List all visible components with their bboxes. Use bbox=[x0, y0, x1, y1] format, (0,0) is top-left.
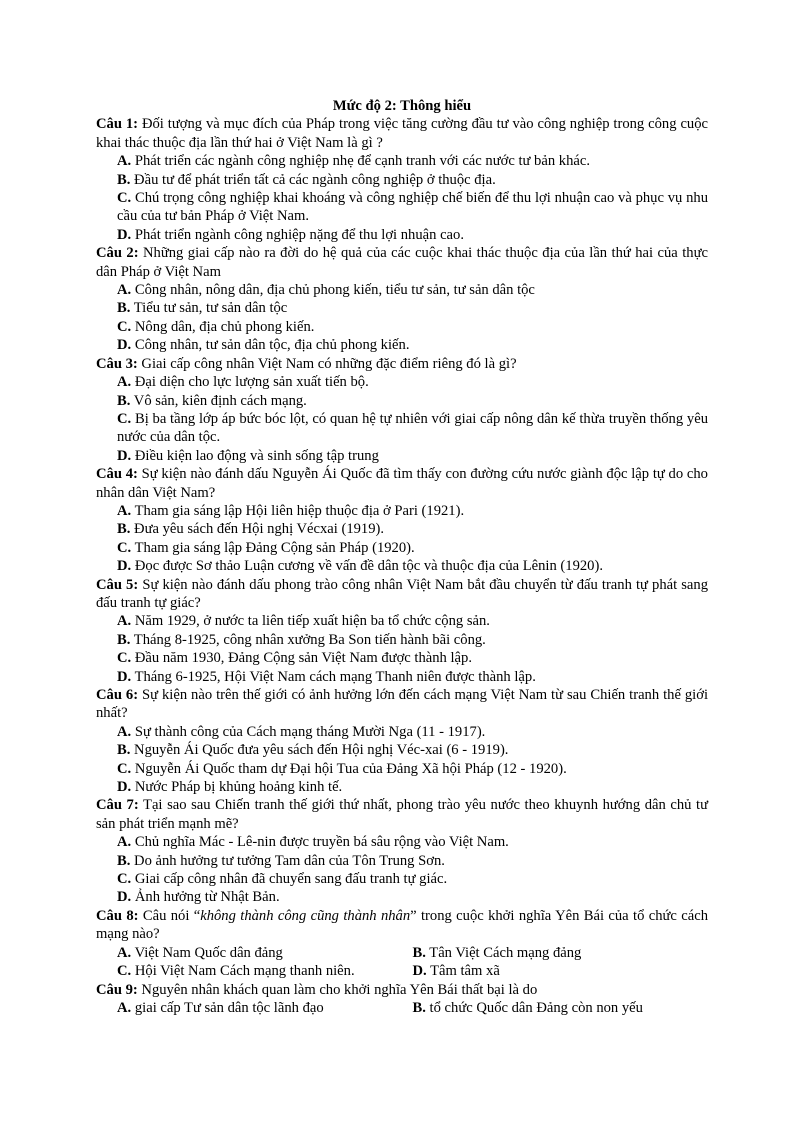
option-key: B. bbox=[117, 742, 131, 759]
option-b bbox=[96, 171, 708, 189]
option-key: D. bbox=[117, 779, 132, 796]
option-text: Phát triển các ngành công nghiệp nhẹ để cạnh tranh với các nước tư bản khác. bbox=[134, 153, 590, 170]
option-text: Công nhân, nông dân, địa chủ phong kiến, tiểu tư sản, tư sản dân tộc bbox=[134, 282, 535, 299]
question-1 bbox=[96, 115, 708, 152]
option-b: B. Tân Việt Cách mạng đảng bbox=[412, 944, 582, 961]
question-label: Câu 9: bbox=[96, 981, 138, 998]
question-text: Những giai cấp nào ra đời do hệ quả của các cuộc khai thác thuộc địa của lần thứ hai của thực dân Pháp ở Việt Nam bbox=[96, 245, 708, 280]
option-text: Đưa yêu sách đến Hội nghị Vécxai (1919). bbox=[134, 521, 385, 538]
option-text: Bị ba tầng lớp áp bức bóc lột, có quan hệ tự nhiên với giai cấp nông dân kế thừa truyền thống yêu nước của dân tộc. bbox=[117, 410, 708, 446]
option-d bbox=[96, 668, 708, 686]
option-key: D. bbox=[117, 668, 132, 685]
option-text: Nông dân, địa chủ phong kiến. bbox=[134, 318, 315, 335]
option-key: C. bbox=[117, 190, 132, 207]
question-5 bbox=[96, 576, 708, 613]
question-3 bbox=[96, 355, 708, 373]
option-c bbox=[96, 318, 708, 336]
option-text: Đầu năm 1930, Đảng Cộng sản Việt Nam được thành lập. bbox=[134, 650, 472, 667]
option-text: Chú trọng công nghiệp khai khoáng và công nghiệp chế biến để thu lợi nhuận cao và phục vụ nhu cầu của tư bản Pháp ở Việt Nam. bbox=[117, 190, 708, 225]
question-label: Câu 1: bbox=[96, 116, 139, 133]
option-row bbox=[96, 962, 708, 980]
option-text: Do ảnh hưởng tư tưởng Tam dân của Tôn Trung Sơn. bbox=[134, 852, 445, 869]
question-label: Câu 3: bbox=[96, 355, 138, 372]
option-b bbox=[96, 631, 708, 649]
question-text: Sự kiện nào đánh dấu Nguyễn Ái Quốc đã tìm thấy con đường cứu nước giành độc lập tự do cho nhân dân Việt Nam? bbox=[96, 466, 708, 501]
option-a bbox=[96, 612, 708, 630]
option-key: A. bbox=[117, 153, 132, 170]
option-key: A. bbox=[117, 834, 132, 851]
option-d bbox=[96, 778, 708, 796]
option-key: C. bbox=[117, 318, 132, 335]
option-key: B. bbox=[117, 171, 131, 188]
option-key: B. bbox=[117, 631, 131, 648]
question-6 bbox=[96, 686, 708, 723]
document-page bbox=[96, 97, 708, 1017]
option-key: D. bbox=[117, 558, 132, 575]
option-d bbox=[96, 336, 708, 354]
option-key: D. bbox=[117, 447, 132, 464]
option-text: Nước Pháp bị khủng hoảng kinh tế. bbox=[134, 779, 343, 796]
question-text: Tại sao sau Chiến tranh thế giới thứ nhất, phong trào yêu nước theo khuynh hướng dân chủ tư sản phát triển mạnh mẽ? bbox=[96, 797, 708, 832]
option-key: A. bbox=[117, 282, 132, 299]
option-a bbox=[96, 833, 708, 851]
option-a bbox=[96, 152, 708, 170]
option-row bbox=[96, 999, 708, 1017]
option-text: Tham gia sáng lập Đảng Cộng sản Pháp (1920). bbox=[134, 539, 415, 556]
option-b bbox=[96, 520, 708, 538]
option-text: Ảnh hưởng từ Nhật Bản. bbox=[134, 889, 280, 906]
question-label: Câu 5: bbox=[96, 576, 139, 593]
option-key: A. bbox=[117, 723, 132, 740]
question-label: Câu 4: bbox=[96, 466, 138, 483]
option-key: B. bbox=[117, 392, 131, 409]
question-quote: không thành công cũng thành nhân bbox=[200, 907, 411, 924]
question-text-before: Câu nói “ bbox=[142, 907, 201, 924]
option-text: Chủ nghĩa Mác - Lê-nin được truyền bá sâu rộng vào Việt Nam. bbox=[134, 834, 509, 851]
option-text: Đầu tư để phát triển tất cả các ngành công nghiệp ở thuộc địa. bbox=[134, 171, 496, 188]
option-key: A. bbox=[117, 374, 132, 391]
option-a: A. giai cấp Tư sản dân tộc lãnh đạo bbox=[117, 999, 324, 1016]
option-key: D. bbox=[117, 889, 132, 906]
option-c bbox=[96, 189, 708, 226]
option-key: B. bbox=[117, 521, 131, 538]
option-text: Vô sản, kiên định cách mạng. bbox=[133, 392, 307, 409]
option-text: Tháng 6-1925, Hội Việt Nam cách mạng Thanh niên được thành lập. bbox=[134, 668, 536, 685]
option-text: Công nhân, tư sản dân tộc, địa chủ phong kiến. bbox=[134, 337, 410, 354]
question-list bbox=[96, 115, 708, 906]
option-d: D. Tâm tâm xã bbox=[412, 963, 500, 980]
option-a bbox=[96, 502, 708, 520]
question-text: Đối tượng và mục đích của Pháp trong việc tăng cường đầu tư vào công nghiệp trong công cuộc khai thác thuộc địa lần thứ hai ở Việt Nam là gì ? bbox=[96, 116, 708, 151]
option-text: Nguyễn Ái Quốc tham dự Đại hội Tua của Đảng Xã hội Pháp (12 - 1920). bbox=[134, 760, 567, 777]
option-text: Sự thành công của Cách mạng tháng Mười Nga (11 - 1917). bbox=[134, 723, 486, 740]
option-key: C. bbox=[117, 650, 132, 667]
option-row bbox=[96, 944, 708, 962]
option-text: Đọc được Sơ thảo Luận cương về vấn đề dân tộc và thuộc địa của Lênin (1920). bbox=[134, 558, 603, 575]
option-c bbox=[96, 410, 708, 447]
question-7 bbox=[96, 796, 708, 833]
option-d bbox=[96, 888, 708, 906]
option-text: Năm 1929, ở nước ta liên tiếp xuất hiện ba tổ chức cộng sản. bbox=[134, 613, 490, 630]
option-text: Đại diện cho lực lượng sản xuất tiến bộ. bbox=[134, 374, 369, 391]
option-b: B. tổ chức Quốc dân Đảng còn non yếu bbox=[412, 999, 643, 1016]
question-9 bbox=[96, 981, 708, 999]
option-key: C. bbox=[117, 871, 132, 888]
question-text-after: ” trong cuộc khởi nghĩa Yên Bái của tổ chức cách mạng nào? bbox=[96, 907, 708, 943]
option-text: Nguyễn Ái Quốc đưa yêu sách đến Hội nghị Véc-xai (6 - 1919). bbox=[134, 742, 509, 759]
option-c: C. Hội Việt Nam Cách mạng thanh niên. bbox=[117, 963, 355, 980]
option-key: C. bbox=[117, 539, 132, 556]
option-a bbox=[96, 281, 708, 299]
option-key: B. bbox=[117, 300, 131, 317]
option-key: C. bbox=[117, 410, 132, 427]
option-b bbox=[96, 852, 708, 870]
option-key: C. bbox=[117, 760, 132, 777]
option-text: Tiểu tư sản, tư sản dân tộc bbox=[133, 300, 288, 317]
option-key: D. bbox=[117, 337, 132, 354]
option-text: Phát triển ngành công nghiệp nặng để thu lợi nhuận cao. bbox=[134, 226, 464, 243]
option-key: A. bbox=[117, 613, 132, 630]
option-a bbox=[96, 373, 708, 391]
page-title: Mức độ 2: Thông hiểu bbox=[332, 98, 472, 114]
option-text: Tham gia sáng lập Hội liên hiệp thuộc địa ở Pari (1921). bbox=[134, 502, 465, 519]
option-key: A. bbox=[117, 502, 132, 519]
question-text: Nguyên nhân khách quan làm cho khởi nghĩa Yên Bái thất bại là do bbox=[141, 981, 538, 998]
question-label: Câu 6: bbox=[96, 687, 139, 703]
option-text: Giai cấp công nhân đã chuyển sang đấu tranh tự giác. bbox=[134, 871, 448, 888]
option-d bbox=[96, 226, 708, 244]
option-d bbox=[96, 447, 708, 465]
option-key: D. bbox=[117, 226, 132, 243]
question-label: Câu 2: bbox=[96, 245, 139, 262]
question-text: Giai cấp công nhân Việt Nam có những đặc điểm riêng đó là gì? bbox=[141, 355, 517, 372]
option-b bbox=[96, 741, 708, 759]
option-key: B. bbox=[117, 852, 131, 869]
option-b bbox=[96, 392, 708, 410]
question-label: Câu 8: bbox=[96, 907, 139, 924]
option-c bbox=[96, 870, 708, 888]
option-d bbox=[96, 557, 708, 575]
question-4 bbox=[96, 465, 708, 502]
question-label: Câu 7: bbox=[96, 797, 139, 814]
option-text: Tháng 8-1925, công nhân xưởng Ba Son tiến hành bãi công. bbox=[133, 631, 486, 648]
option-b bbox=[96, 299, 708, 317]
option-c bbox=[96, 649, 708, 667]
option-c bbox=[96, 539, 708, 557]
option-a bbox=[96, 723, 708, 741]
question-text: Sự kiện nào trên thế giới có ảnh hưởng lớn đến cách mạng Việt Nam từ sau Chiến tranh thế giới nhất? bbox=[96, 687, 708, 722]
question-2 bbox=[96, 244, 708, 281]
option-text: Điều kiện lao động và sinh sống tập trung bbox=[134, 447, 379, 464]
question-8 bbox=[96, 907, 708, 944]
option-c bbox=[96, 760, 708, 778]
option-a: A. Việt Nam Quốc dân đảng bbox=[117, 944, 283, 961]
question-text: Sự kiện nào đánh dấu phong trào công nhân Việt Nam bắt đầu chuyển từ đấu tranh tự phát sang đấu tranh tự giác? bbox=[96, 576, 709, 611]
